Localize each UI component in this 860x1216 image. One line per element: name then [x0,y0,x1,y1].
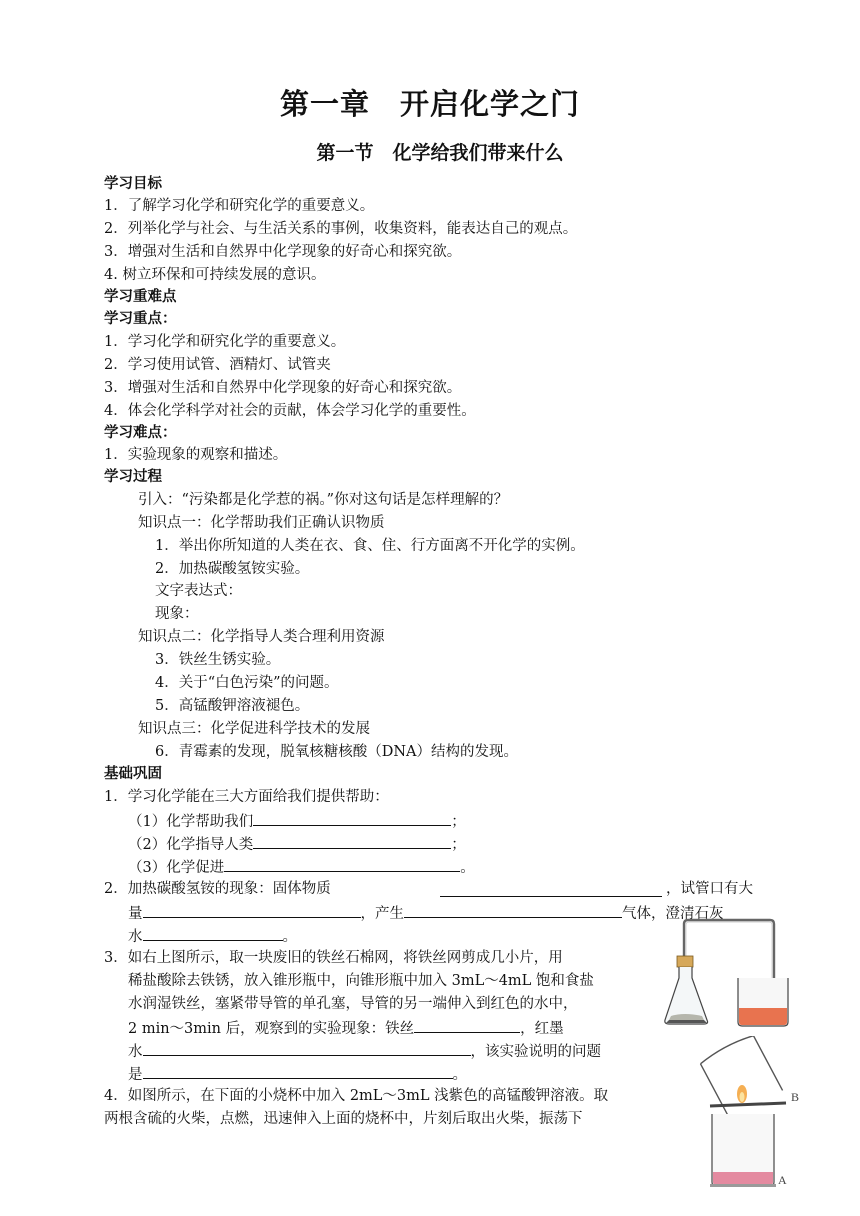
q4-line: 4．如图所示，在下面的小烧杯中加入 2mL～3mL 浅紫色的高锰酸钾溶液。取 [104,1088,609,1104]
q1-part-b-text: （2）化学指导人类 [128,837,254,853]
kp2-item: 3．铁丝生锈实验。 [155,652,281,668]
q3-text: 是 [128,1067,143,1083]
label-b: B [791,1090,800,1104]
word-expression-label: 文字表达式： [155,583,242,599]
goal-item: 3．增强对生活和自然界中化学现象的好奇心和探究欲。 [104,244,462,260]
answer-blank[interactable] [143,903,361,918]
key-point-item: 1．学习化学和研究化学的重要意义。 [104,334,346,350]
key-point-item: 2．学习使用试管、酒精灯、试管夹 [104,357,331,373]
answer-blank[interactable] [143,1041,471,1056]
q3-line [128,1064,467,1084]
knowledge-point-1: 知识点一：化学帮助我们正确认识物质 [138,515,385,531]
knowledge-point-2: 知识点二：化学指导人类合理利用资源 [138,629,385,645]
phenomenon-label: 现象： [155,606,199,622]
q3-text: 水 [128,1044,143,1060]
q2-text: 2．加热碳酸氢铵的现象：固体物质 [104,881,331,897]
q3-line [128,1041,601,1061]
stopper [677,956,693,967]
iron-rust-apparatus-figure [662,916,792,1036]
question-1: 1．学习化学能在三大方面给我们提供帮助： [104,789,389,805]
q1-part-a [128,811,466,831]
answer-blank[interactable] [253,834,451,849]
punct: 。 [460,860,475,876]
goal-item: 4. 树立环保和可持续发展的意识。 [104,267,326,283]
chapter-title: 第一章 开启化学之门 [279,87,580,121]
knowledge-point-3: 知识点三：化学促进科学技术的发展 [138,721,370,737]
key-point-item: 4．体会化学科学对社会的贡献，体会学习化学的重要性。 [104,403,476,419]
q3-line: 3．如右上图所示，取一块废旧的铁丝石棉网，将铁丝网剪成几小片，用 [104,950,563,966]
label-a: A [778,1173,787,1187]
q1-part-c [128,857,475,877]
basics-heading: 基础巩固 [104,766,162,782]
intro-question: 引入：“污染都是化学惹的祸。”你对这句话是怎样理解的？ [138,492,509,508]
q3-line: 稀盐酸除去铁锈，放入锥形瓶中，向锥形瓶中加入 3mL～4mL 饱和食盐 [128,973,594,989]
answer-blank[interactable] [404,903,622,918]
q2-line-3 [128,926,297,946]
q2-text: 量 [128,906,143,922]
q3-text: 2 min～3min 后，观察到的实验现象：铁丝 [128,1021,415,1037]
q1-part-c-text: （3）化学促进 [128,860,225,876]
key-points-heading: 学习重点： [104,311,177,327]
kp3-item: 6．青霉素的发现，脱氧核糖核酸（DNA）结构的发现。 [155,744,519,760]
punct: ； [451,837,466,853]
goals-heading: 学习目标 [104,176,162,192]
punct: 。 [452,1067,467,1083]
kp2-item: 4．关于“白色污染”的问题。 [155,675,339,691]
kp1-item: 2．加热碳酸氢铵实验。 [155,561,310,577]
kp1-item: 1．举出你所知道的人类在衣、食、住、行方面离不开化学的实例。 [155,538,585,554]
q2-text: 气体，澄清石灰 [622,906,724,922]
hard-point-item: 1．实验现象的观察和描述。 [104,447,288,463]
answer-blank[interactable] [440,880,662,897]
answer-blank[interactable] [143,1064,453,1079]
punct: ； [451,814,466,830]
answer-blank[interactable] [414,1018,520,1033]
difficulty-heading: 学习重难点 [104,289,177,305]
process-heading: 学习过程 [104,469,162,485]
q2-text: ，试管口有大 [666,881,753,897]
q3-text: ，红墨 [520,1021,564,1037]
permanganate-apparatus-figure [698,1036,808,1192]
q3-line [128,1018,564,1038]
key-point-item: 3．增强对生活和自然界中化学现象的好奇心和探究欲。 [104,380,462,396]
red-water [739,1008,787,1025]
goal-item: 2．列举化学与社会、与生活关系的事例，收集资料，能表达自己的观点。 [104,221,578,237]
section-title: 第一节 化学给我们带来什么 [316,142,564,164]
q2-text: ，产生 [360,906,404,922]
q2-line-2 [128,903,724,923]
q1-part-a-text: （1）化学帮助我们 [128,814,254,830]
q1-part-b [128,834,466,854]
answer-blank[interactable] [143,926,283,941]
hard-points-heading: 学习难点： [104,425,177,441]
q3-line: 水润湿铁丝，塞紧带导管的单孔塞，导管的另一端伸入到红色的水中， [128,996,578,1012]
goal-item: 1．了解学习化学和研究化学的重要意义。 [104,198,375,214]
purple-solution [713,1172,773,1185]
q3-text: ，该实验说明的问题 [470,1044,601,1060]
q2-text: 水 [128,929,143,945]
answer-blank[interactable] [253,811,451,826]
q2-line-1 [104,880,331,898]
answer-blank[interactable] [224,857,460,872]
kp2-item: 5．高锰酸钾溶液褪色。 [155,698,310,714]
punct: 。 [282,929,297,945]
q4-line: 两根含硫的火柴，点燃，迅速伸入上面的烧杯中，片刻后取出火柴，振荡下 [104,1111,583,1127]
